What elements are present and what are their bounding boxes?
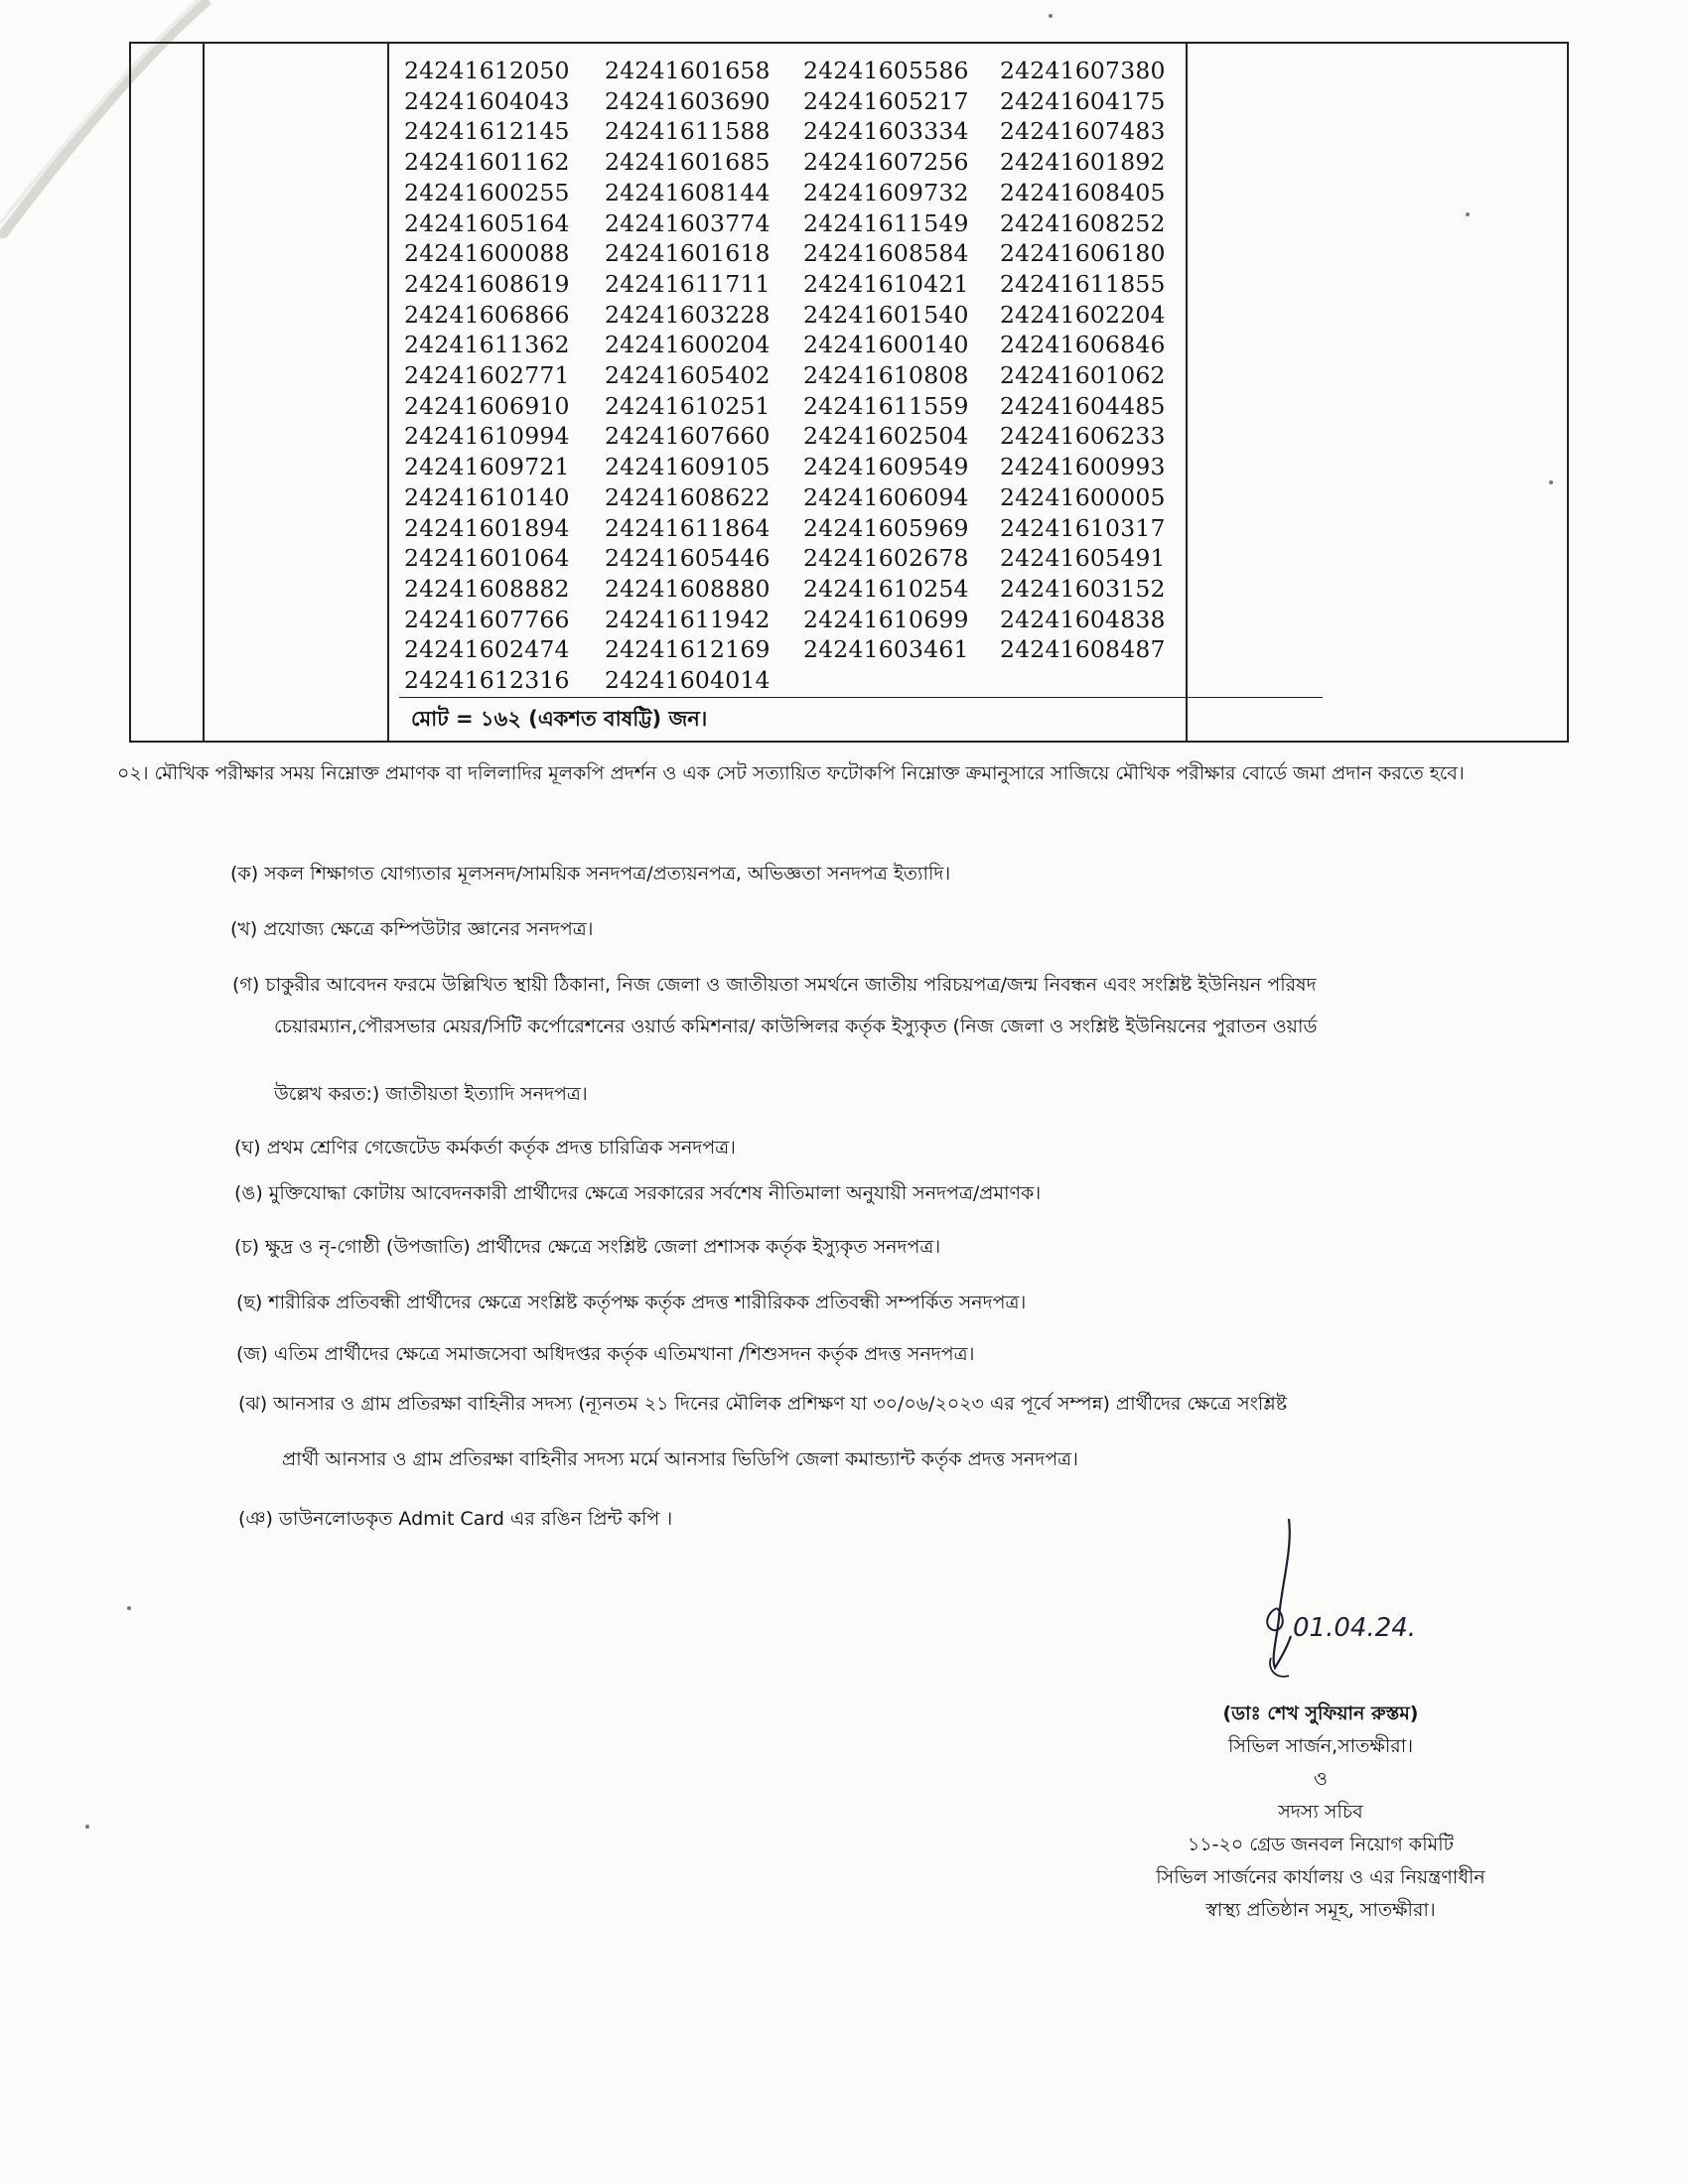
roll-number: 24241601540 bbox=[803, 300, 969, 329]
roll-number: 24241609732 bbox=[803, 178, 969, 206]
roll-number: 24241601062 bbox=[1000, 361, 1166, 390]
roll-number: 24241607380 bbox=[1000, 57, 1166, 84]
roll-number: 24241610251 bbox=[605, 391, 771, 420]
roll-number: 24241609105 bbox=[605, 453, 771, 481]
signatory-name: (ডাঃ শেখ সুফিয়ান রুস্তম) bbox=[1222, 1703, 1419, 1724]
instruction-item-ga-line2: চেয়ারম্যান,পৌরসভার মেয়র/সিটি কর্পোরেশনের ওয়ার্ড কমিশনার/ কাউন্সিলর কর্তৃক ইস্যুকৃত (নিজ জেলা ও সংশ্লিষ্ট ইউনিয়নের পুরাতন ওয়ার্ড bbox=[274, 1016, 1318, 1037]
speck bbox=[1549, 480, 1553, 484]
instruction-item-cha: (চ) ক্ষুদ্র ও নৃ-গোষ্ঠী (উপজাতি) প্রার্থীদের ক্ষেত্রে সংশ্লিষ্ট জেলা প্রশাসক কর্তৃক ইস্যুকৃত সনদপত্র। bbox=[234, 1236, 941, 1258]
roll-number: 24241603152 bbox=[1000, 574, 1166, 603]
roll-number: 24241603690 bbox=[605, 86, 771, 115]
roll-column-1 bbox=[404, 56, 570, 696]
roll-number: 24241601064 bbox=[404, 544, 570, 573]
roll-number: 24241611864 bbox=[605, 513, 771, 542]
roll-number: 24241611711 bbox=[605, 269, 771, 298]
instruction-item-nya: (ঞ) ডাউনলোডকৃত Admit Card এর রঙিন প্রিন্ট কপি । bbox=[238, 1508, 673, 1530]
roll-number: 24241605402 bbox=[605, 361, 771, 390]
instruction-item-ja: (জ) এতিম প্রার্থীদের ক্ষেত্রে সমাজসেবা অধিদপ্তর কর্তৃক এতিমখানা /শিশুসদন কর্তৃক প্রদত্ত সনদপত্র। bbox=[236, 1343, 975, 1365]
roll-number: 24241605164 bbox=[404, 208, 570, 237]
roll-number: 24241609721 bbox=[404, 453, 570, 481]
roll-number: 24241612145 bbox=[404, 117, 570, 146]
roll-number: 24241610254 bbox=[803, 574, 969, 603]
roll-number: 24241605217 bbox=[803, 86, 969, 115]
roll-number: 24241606866 bbox=[404, 300, 570, 329]
roll-number: 24241606846 bbox=[1000, 331, 1166, 359]
roll-number: 24241604485 bbox=[1000, 391, 1166, 420]
instruction-item-ka: (ক) সকল শিক্ষাগত যোগ্যতার মূলসনদ/সাময়িক সনদপত্র/প্রত্যয়নপত্র, অভিজ্ঞতা সনদপত্র ইত্যাদি। bbox=[230, 863, 951, 885]
roll-number: 24241605969 bbox=[803, 513, 969, 542]
roll-number: 24241610421 bbox=[803, 269, 969, 298]
roll-number: 24241603774 bbox=[605, 208, 771, 237]
roll-number: 24241601658 bbox=[605, 57, 771, 84]
roll-number: 24241604175 bbox=[1000, 86, 1166, 115]
roll-number: 24241602504 bbox=[803, 422, 969, 451]
signatory-block bbox=[1072, 1698, 1569, 1927]
speck bbox=[1466, 212, 1470, 216]
roll-number: 24241611942 bbox=[605, 605, 771, 633]
roll-number: 24241600088 bbox=[404, 239, 570, 268]
roll-number: 24241610140 bbox=[404, 482, 570, 511]
roll-number-table bbox=[129, 42, 1569, 743]
roll-number: 24241607256 bbox=[803, 148, 969, 177]
roll-number: 24241608880 bbox=[605, 574, 771, 603]
roll-number: 24241602204 bbox=[1000, 300, 1166, 329]
roll-number: 24241611362 bbox=[404, 331, 570, 359]
instruction-item-ga-line3: উল্লেখ করত:) জাতীয়তা ইত্যাদি সনদপত্র। bbox=[274, 1083, 588, 1105]
instruction-item-jha-line2: প্রার্থী আনসার ও গ্রাম প্রতিরক্ষা বাহিনীর সদস্য মর্মে আনসার ভিডিপি জেলা কমান্ড্যান্ট কর্তৃক প্রদত্ত সনদপত্র। bbox=[282, 1448, 1078, 1470]
roll-number: 24241603461 bbox=[803, 635, 969, 664]
speck bbox=[1049, 14, 1053, 18]
signatory-role: সদস্য সচিব bbox=[1278, 1801, 1363, 1823]
roll-number: 24241600993 bbox=[1000, 453, 1166, 481]
roll-number: 24241610808 bbox=[803, 361, 969, 390]
roll-number: 24241600204 bbox=[605, 331, 771, 359]
roll-column-4 bbox=[1000, 56, 1166, 665]
roll-number: 24241611559 bbox=[803, 391, 969, 420]
roll-number: 24241604043 bbox=[404, 86, 570, 115]
roll-number: 24241611549 bbox=[803, 208, 969, 237]
instruction-item-nga: (ঙ) মুক্তিযোদ্ধা কোটায় আবেদনকারী প্রার্থীদের ক্ষেত্রে সরকারের সর্বশেষ নীতিমালা অনুযায়ী সনদপত্র/প্রমাণক। bbox=[234, 1182, 1042, 1204]
roll-number: 24241602771 bbox=[404, 361, 570, 390]
total-count: মোট = ১৬২ (একশত বাষট্টি) জন। bbox=[411, 707, 708, 731]
roll-number: 24241608144 bbox=[605, 178, 771, 206]
roll-number: 24241600005 bbox=[1000, 482, 1166, 511]
roll-number: 24241601894 bbox=[404, 513, 570, 542]
roll-number: 24241606094 bbox=[803, 482, 969, 511]
signature-date: 01.04.24. bbox=[1293, 1613, 1417, 1643]
roll-number: 24241608622 bbox=[605, 482, 771, 511]
committee-name: ১১-২০ গ্রেড জনবল নিয়োগ কমিটি bbox=[1187, 1834, 1454, 1855]
roll-number: 24241604014 bbox=[605, 666, 771, 695]
table-divider bbox=[1186, 44, 1188, 741]
speck bbox=[127, 1606, 131, 1610]
roll-number: 24241603228 bbox=[605, 300, 771, 329]
roll-number: 24241600255 bbox=[404, 178, 570, 206]
instruction-item-ga: (গ) চাকুরীর আবেদন ফরমে উল্লিখিত স্থায়ী ঠিকানা, নিজ জেলা ও জাতীয়তা সমর্থনে জাতীয় পরিচয়পত্র/জন্ম নিবন্ধন এবং সংশ্লিষ্ট ইউনিয়ন পরিষদ bbox=[232, 974, 1317, 996]
speck bbox=[85, 1825, 89, 1829]
roll-number: 24241601685 bbox=[605, 148, 771, 177]
roll-number: 24241604838 bbox=[1000, 605, 1166, 633]
roll-number: 24241608882 bbox=[404, 574, 570, 603]
total-rule bbox=[399, 697, 1323, 698]
roll-column-3 bbox=[803, 56, 969, 665]
roll-number: 24241608252 bbox=[1000, 208, 1166, 237]
roll-number: 24241608619 bbox=[404, 269, 570, 298]
roll-number: 24241607483 bbox=[1000, 117, 1166, 146]
roll-number: 24241605491 bbox=[1000, 544, 1166, 573]
roll-number: 24241608584 bbox=[803, 239, 969, 268]
roll-number: 24241603334 bbox=[803, 117, 969, 146]
instruction-item-jha: (ঝ) আনসার ও গ্রাম প্রতিরক্ষা বাহিনীর সদস্য (ন্যূনতম ২১ দিনের মৌলিক প্রশিক্ষণ যা ৩০/০৬/২০২৩ এর পূর্বে সম্পন্ন) প্রার্থীদের ক্ষেত্রে সংশ্লিষ্ট bbox=[238, 1393, 1288, 1415]
roll-number: 24241602474 bbox=[404, 635, 570, 664]
roll-number: 24241601618 bbox=[605, 239, 771, 268]
roll-number: 24241610317 bbox=[1000, 513, 1166, 542]
table-divider bbox=[387, 44, 389, 741]
roll-number: 24241607766 bbox=[404, 605, 570, 633]
roll-number: 24241608405 bbox=[1000, 178, 1166, 206]
roll-number: 24241606180 bbox=[1000, 239, 1166, 268]
roll-number: 24241600140 bbox=[803, 331, 969, 359]
roll-number: 24241606233 bbox=[1000, 422, 1166, 451]
handwritten-signature bbox=[1231, 1509, 1450, 1688]
signatory-designation: সিভিল সার্জন,সাতক্ষীরা। bbox=[1227, 1735, 1414, 1757]
roll-number: 24241612169 bbox=[605, 635, 771, 664]
roll-number: 24241612050 bbox=[404, 57, 570, 84]
roll-number: 24241605446 bbox=[605, 544, 771, 573]
roll-number: 24241601162 bbox=[404, 148, 570, 177]
roll-number: 24241601892 bbox=[1000, 148, 1166, 177]
roll-number: 24241611588 bbox=[605, 117, 771, 146]
institution-name: স্বাস্থ্য প্রতিষ্ঠান সমূহ, সাতক্ষীরা। bbox=[1205, 1899, 1436, 1921]
roll-column-2 bbox=[605, 56, 771, 696]
roll-number: 24241605586 bbox=[803, 57, 969, 84]
instruction-item-kha: (খ) প্রযোজ্য ক্ষেত্রে কম্পিউটার জ্ঞানের সনদপত্র। bbox=[230, 918, 594, 940]
office-name: সিভিল সার্জনের কার্যালয় ও এর নিয়ন্ত্রণাধীন bbox=[1156, 1866, 1485, 1888]
roll-number: 24241611855 bbox=[1000, 269, 1166, 298]
roll-number: 24241610699 bbox=[803, 605, 969, 633]
instructions-intro: ০২। মৌখিক পরীক্ষার সময় নিম্নোক্ত প্রমাণক বা দলিলাদির মূলকপি প্রদর্শন ও এক সেট সত্যায়িত ফটোকপি নিম্নোক্ত ক্রমানুসারে সাজিয়ে মৌখিক পরীক্ষার বোর্ডে জমা প্রদান করতে হবে। bbox=[117, 762, 1465, 784]
roll-number: 24241609549 bbox=[803, 453, 969, 481]
roll-number: 24241608487 bbox=[1000, 635, 1166, 664]
instruction-item-gha: (ঘ) প্রথম শ্রেণির গেজেটেড কর্মকর্তা কর্তৃক প্রদত্ত চারিত্রিক সনদপত্র। bbox=[234, 1137, 736, 1159]
instruction-item-chha: (ছ) শারীরিক প্রতিবন্ধী প্রার্থীদের ক্ষেত্রে সংশ্লিষ্ট কর্তৃপক্ষ কর্তৃক প্রদত্ত শারীরিকক প্রতিবন্ধী সম্পর্কিত সনদপত্র। bbox=[236, 1292, 1027, 1313]
roll-number: 24241612316 bbox=[404, 666, 570, 695]
roll-number: 24241602678 bbox=[803, 544, 969, 573]
table-divider bbox=[203, 44, 205, 741]
roll-number: 24241610994 bbox=[404, 422, 570, 451]
roll-number: 24241606910 bbox=[404, 391, 570, 420]
roll-number: 24241607660 bbox=[605, 422, 771, 451]
signatory-conjunction: ও bbox=[1314, 1768, 1328, 1790]
